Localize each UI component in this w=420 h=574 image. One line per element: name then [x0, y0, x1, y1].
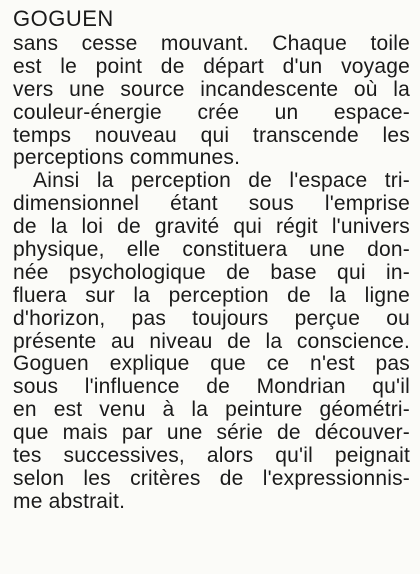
text-line: d'horizon, pas toujours perçue ou [13, 307, 410, 330]
text-line: présente au niveau de la conscience. [13, 330, 410, 353]
text-line: dimensionnel étant sous l'emprise [13, 193, 410, 216]
text-line: couleur-énergie crée un espace- [13, 101, 410, 124]
text-line: fluera sur la perception de la ligne [13, 284, 410, 307]
text-line: physique, elle constituera une don- [13, 239, 410, 262]
text-line: me abstrait. [13, 489, 126, 513]
text-line: que mais par une série de découver- [13, 422, 410, 445]
text-line: vers une source incandescente où la [13, 78, 410, 101]
text-line: selon les critères de l'expressionnis- [13, 467, 410, 490]
text-line: en est venu à la peinture géométri- [13, 399, 410, 422]
text-line: temps nouveau qui transcende les [13, 124, 410, 147]
text-line: sous l'influence de Mondrian qu'il [13, 376, 410, 399]
body-text [13, 33, 410, 514]
text-line: Goguen explique que ce n'est pas [13, 353, 410, 376]
text-line: née psychologique de base qui in- [13, 261, 410, 284]
text-line: tes successives, alors qu'il peignait [13, 445, 410, 468]
running-head: GOGUEN [13, 6, 114, 31]
text-line: Ainsi la perception de l'espace tri- [33, 170, 410, 193]
text-line: sans cesse mouvant. Chaque toile [13, 33, 410, 55]
text-line: perceptions communes. [13, 146, 241, 170]
text-line: de la loi de gravité qui régit l'univers [13, 216, 410, 239]
text-line: est le point de départ d'un voyage [13, 55, 410, 78]
